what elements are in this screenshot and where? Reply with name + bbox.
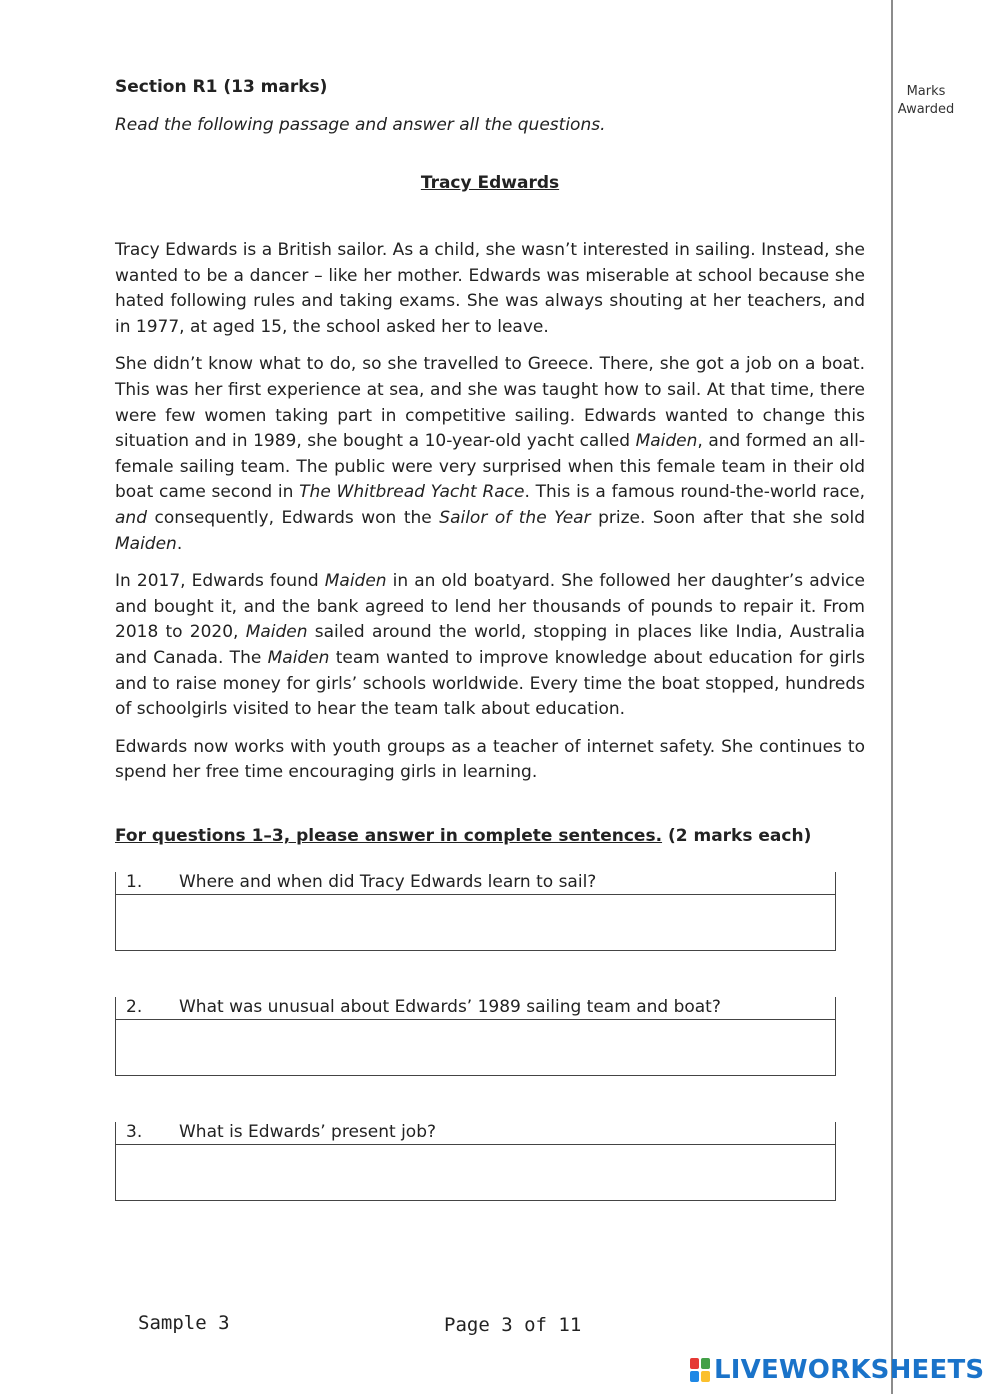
paragraph-text: Edwards now works with youth groups as a teacher of internet safety. She continues to spend her free time encouraging girls in learning.: [115, 736, 865, 783]
question-text: What was unusual about Edwards’ 1989 sailing team and boat?: [179, 997, 721, 1017]
questions-instruction: For questions 1–3, please answer in complete sentences.: [115, 826, 663, 846]
passage-title: Tracy Edwards: [420, 173, 560, 193]
paragraph-text: consequently, Edwards won the: [146, 507, 440, 528]
answer-box-2[interactable]: [115, 1019, 836, 1076]
liveworksheets-brand[interactable]: [690, 1356, 984, 1384]
questions-heading: [115, 826, 811, 846]
section-title: Section R1 (13 marks): [115, 77, 328, 97]
question-row: [115, 997, 836, 1019]
questions-marks: (2 marks each): [662, 826, 812, 846]
question-block-2: [115, 997, 836, 1076]
brand-name: LIVEWORKSHEETS: [714, 1355, 985, 1385]
italic-text: The Whitbread Yacht Race: [299, 482, 525, 503]
footer-sample-label: Sample 3: [138, 1312, 230, 1334]
answer-box-1[interactable]: [115, 894, 836, 951]
question-text: Where and when did Tracy Edwards learn to sail?: [179, 872, 597, 892]
paragraph-text: , and formed an all-female sailing team. The public were very surprised when this female team in their old boat came second in: [115, 431, 865, 503]
footer-page-number: Page 3 of 11: [444, 1314, 582, 1336]
liveworksheets-logo-icon: [690, 1358, 710, 1382]
italic-text: Maiden: [635, 431, 698, 452]
paragraph-text: team wanted to improve knowledge about education for girls and to raise money for girls’ schools worldwide. Every time the boat stopped, hundreds of schoolgirls visited to hear the team talk about education.: [115, 647, 865, 720]
passage-body: [115, 238, 865, 798]
paragraph-text: in an old boatyard. She followed her daughter’s advice and bought it, and the bank agreed to lend her thousands of pounds to repair it. From 2018 to 2020,: [115, 571, 865, 643]
passage-paragraph: [115, 569, 865, 723]
italic-text: Maiden: [245, 622, 308, 643]
italic-text: Maiden: [267, 647, 330, 668]
passage-paragraph: [115, 735, 865, 786]
passage-paragraph: [115, 352, 865, 557]
italic-text: and: [115, 507, 147, 528]
question-number: 1.: [126, 872, 143, 892]
question-row: [115, 872, 836, 894]
logo-square: [701, 1358, 710, 1369]
marks-margin-line: [891, 0, 893, 1394]
section-instruction: Read the following passage and answer all the questions.: [115, 115, 606, 135]
question-number: 3.: [126, 1122, 143, 1142]
paragraph-text: prize. Soon after that she sold: [590, 507, 865, 528]
italic-text: Maiden: [115, 533, 177, 554]
question-block-1: [115, 872, 836, 951]
italic-text: Maiden: [324, 571, 387, 592]
question-number: 2.: [126, 997, 143, 1017]
passage-paragraph: [115, 238, 865, 340]
paragraph-text: She didn’t know what to do, so she travelled to Greece. There, she got a job on a boat. This was her first experience at sea, and she was taught how to sail. At that time, there were few women taking part in competitive sailing. Edwards wanted to change this situation and in 1989, she bought a 10-year-old yacht called: [115, 354, 865, 452]
paragraph-text: . This is a famous round-the-world race,: [524, 482, 866, 503]
logo-square: [690, 1358, 699, 1369]
question-block-3: [115, 1122, 836, 1201]
paragraph-text: sailed around the world, stopping in places like India, Australia and Canada. The: [115, 622, 865, 668]
question-row: [115, 1122, 836, 1144]
marks-awarded-label: Marks Awarded: [897, 84, 955, 117]
logo-square: [690, 1371, 699, 1382]
question-text: What is Edwards’ present job?: [179, 1122, 437, 1142]
italic-text: Sailor of the Year: [439, 507, 591, 528]
answer-box-3[interactable]: [115, 1144, 836, 1201]
paragraph-text: Tracy Edwards is a British sailor. As a child, she wasn’t interested in sailing. Instead, she wanted to be a dancer – like her mother. Edwards was miserable at school because she hated following rules and taking exams. She was always shouting at her teachers, and in 1977, at aged 15, the school asked her to leave.: [115, 240, 865, 337]
paragraph-text: .: [176, 533, 183, 554]
paragraph-text: In 2017, Edwards found: [115, 571, 325, 592]
logo-square: [701, 1371, 710, 1382]
